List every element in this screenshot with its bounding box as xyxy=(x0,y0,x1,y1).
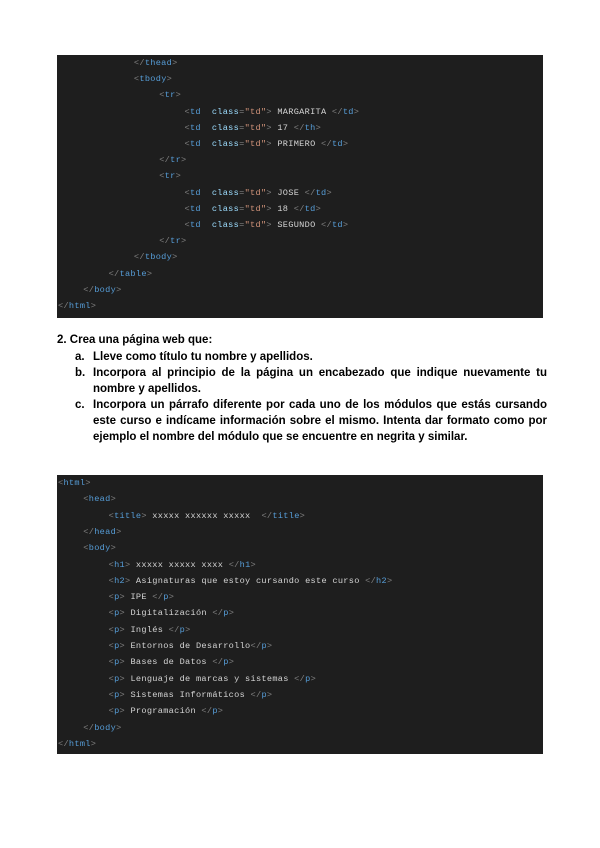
code-token: MARGARITA xyxy=(271,106,332,117)
code-token: td xyxy=(342,106,354,117)
code-line xyxy=(109,673,316,685)
code-token: </ xyxy=(212,657,224,668)
code-token: > xyxy=(185,624,191,635)
code-line xyxy=(109,624,191,636)
code-token: p xyxy=(261,641,267,651)
code-token: > xyxy=(119,592,125,603)
code-token: td xyxy=(331,220,343,230)
code-token: "td" xyxy=(244,122,267,133)
code-token: < xyxy=(184,203,190,214)
code-token: > xyxy=(266,122,272,133)
code-token: </ xyxy=(152,592,164,603)
code-token: Lenguaje de marcas y sistemas xyxy=(125,673,295,684)
code-token: > xyxy=(299,510,306,521)
code-token: = xyxy=(239,106,245,117)
code-line xyxy=(134,57,178,69)
code-line xyxy=(58,300,96,312)
code-line xyxy=(185,187,332,199)
code-token: p xyxy=(114,657,120,668)
code-token: </ xyxy=(228,559,240,570)
code-token: > xyxy=(342,220,349,230)
code-token: h2 xyxy=(114,575,125,586)
code-token: td xyxy=(189,106,201,117)
code-token: html xyxy=(68,738,91,749)
code-token: class xyxy=(211,187,240,198)
code-token: </ xyxy=(293,122,305,133)
code-token: = xyxy=(239,122,245,133)
code-token: > xyxy=(119,689,125,700)
code-token: > xyxy=(266,203,272,214)
question-list xyxy=(57,349,547,445)
question-item-a xyxy=(57,349,547,365)
code-line xyxy=(109,705,224,717)
code-token: = xyxy=(239,139,245,149)
code-token: > xyxy=(119,641,125,651)
code-line xyxy=(185,138,349,150)
code-token xyxy=(201,220,212,230)
code-token xyxy=(201,123,212,133)
code-token: > xyxy=(342,139,349,149)
code-token: </ xyxy=(293,203,305,214)
code-token: < xyxy=(184,139,190,149)
code-token: Programación xyxy=(125,706,202,717)
code-token xyxy=(201,139,212,149)
code-token: > xyxy=(90,301,97,311)
code-token: > xyxy=(124,575,131,586)
code-line xyxy=(134,251,178,263)
code-token: > xyxy=(181,155,187,166)
code-token: </ xyxy=(159,236,171,247)
code-token: </ xyxy=(58,301,69,311)
code-line xyxy=(83,526,121,538)
question-title: 2. Crea una página web que: xyxy=(57,334,213,346)
code-token: > xyxy=(146,268,153,279)
item-marker: b. xyxy=(75,367,86,379)
code-token: > xyxy=(266,689,273,700)
question-item-c xyxy=(57,397,547,445)
code-token: "td" xyxy=(244,187,267,198)
code-token: > xyxy=(116,722,122,733)
code-token: > xyxy=(90,738,97,749)
code-token: thead xyxy=(144,58,173,68)
code-token: h1 xyxy=(239,559,251,570)
code-token: body xyxy=(88,543,111,554)
code-line xyxy=(109,510,306,522)
code-token: < xyxy=(108,689,115,700)
code-line xyxy=(159,154,186,166)
code-line xyxy=(109,268,153,280)
code-token: > xyxy=(353,106,360,117)
code-token: </ xyxy=(331,106,343,117)
code-line xyxy=(109,607,235,619)
code-token: td xyxy=(189,220,201,230)
code-line xyxy=(109,656,235,668)
code-token: td xyxy=(315,187,327,198)
code-token: < xyxy=(108,641,115,651)
code-token: < xyxy=(83,494,89,505)
code-token: < xyxy=(108,559,115,570)
code-line xyxy=(109,640,273,652)
code-token: > xyxy=(116,284,122,295)
code-token: > xyxy=(326,187,332,198)
code-token: class xyxy=(211,122,240,133)
code-token: < xyxy=(58,478,64,488)
code-token: JOSE xyxy=(271,187,305,198)
code-token: "td" xyxy=(244,203,267,214)
code-token: td xyxy=(331,139,343,149)
code-token: p xyxy=(114,706,120,717)
code-screenshot-table xyxy=(57,55,543,318)
code-line xyxy=(185,219,349,231)
code-token xyxy=(201,107,212,117)
code-token: head xyxy=(88,494,111,505)
code-token: < xyxy=(108,575,115,586)
code-token: p xyxy=(114,592,120,603)
code-token: = xyxy=(239,220,245,230)
item-text: Lleve como título tu nombre y apellidos. xyxy=(93,351,313,363)
code-token: body xyxy=(94,284,117,295)
code-line xyxy=(83,542,116,554)
code-token: p xyxy=(212,706,218,717)
code-token: > xyxy=(217,706,224,717)
code-token: < xyxy=(133,74,140,85)
code-token: PRIMERO xyxy=(271,139,322,149)
code-token: </ xyxy=(133,58,145,68)
code-token: > xyxy=(119,608,125,619)
code-token: > xyxy=(116,526,122,537)
code-token: < xyxy=(108,657,115,668)
code-token: td xyxy=(189,139,201,149)
item-marker: a. xyxy=(75,351,85,363)
code-token: > xyxy=(119,657,125,668)
code-token: class xyxy=(211,220,240,230)
code-token: = xyxy=(239,187,245,198)
item-text: Incorpora al principio de la página un encabezado que indique nuevamente tu nombre y apellidos. xyxy=(93,367,547,395)
code-token: > xyxy=(119,624,125,635)
code-line xyxy=(83,284,121,296)
code-token: html xyxy=(63,478,86,488)
code-line xyxy=(58,738,96,750)
code-token: td xyxy=(304,203,316,214)
code-line xyxy=(159,235,186,247)
code-token: < xyxy=(159,90,165,101)
item-text: Incorpora un párrafo diferente por cada uno de los módulos que estás cursando este curso e indícame información sobre el mismo. Intenta dar formato como por ejemplo el nombre del módulo que se encuentre en negrita y similar. xyxy=(93,399,547,443)
code-token: < xyxy=(184,187,190,198)
code-token: > xyxy=(386,575,393,586)
code-token: < xyxy=(108,624,115,635)
code-token: </ xyxy=(108,268,120,279)
code-screenshot-html-page xyxy=(57,475,543,754)
code-token: > xyxy=(124,559,131,570)
code-token: "td" xyxy=(244,106,267,117)
code-token: table xyxy=(119,268,147,279)
code-token: > xyxy=(266,187,272,198)
code-token: > xyxy=(228,657,235,668)
code-line xyxy=(159,170,181,182)
code-token: tbody xyxy=(144,252,173,263)
code-token: > xyxy=(119,706,125,717)
code-token: p xyxy=(114,673,120,684)
code-token: </ xyxy=(250,641,262,651)
code-line xyxy=(109,689,273,701)
code-line xyxy=(185,106,360,118)
code-token: > xyxy=(168,592,175,603)
code-token: < xyxy=(184,106,190,117)
code-token: < xyxy=(184,122,190,133)
code-token: > xyxy=(315,122,322,133)
code-token: > xyxy=(266,139,272,149)
code-line xyxy=(185,122,322,134)
code-token: > xyxy=(250,559,256,570)
code-token: tr xyxy=(164,90,176,101)
code-token: body xyxy=(94,722,117,733)
code-token: </ xyxy=(159,155,171,166)
code-token: > xyxy=(175,90,182,101)
code-token: h1 xyxy=(114,559,125,570)
code-line xyxy=(58,477,91,489)
code-line xyxy=(83,493,116,505)
code-line xyxy=(185,203,322,215)
code-token: p xyxy=(261,689,267,700)
code-token: > xyxy=(310,673,317,684)
code-token: p xyxy=(114,689,120,700)
code-token xyxy=(201,188,212,198)
exercise-question xyxy=(57,332,547,445)
code-token: p xyxy=(114,641,120,651)
code-token: </ xyxy=(321,139,332,149)
code-token: p xyxy=(223,608,229,619)
code-token: > xyxy=(119,673,125,684)
code-token: p xyxy=(223,657,229,668)
code-token: </ xyxy=(133,252,145,263)
code-token: head xyxy=(94,526,117,537)
code-token: td xyxy=(189,122,201,133)
code-token: < xyxy=(108,510,115,521)
code-token: "td" xyxy=(244,220,267,230)
code-token: Inglés xyxy=(125,624,169,635)
code-token: Digitalización xyxy=(125,608,213,619)
code-token: > xyxy=(175,171,182,182)
code-token: td xyxy=(189,187,201,198)
code-token: Bases de Datos xyxy=(125,657,213,668)
code-token: </ xyxy=(168,624,180,635)
code-token: < xyxy=(108,608,115,619)
code-token: > xyxy=(315,203,322,214)
code-token: SEGUNDO xyxy=(271,220,322,230)
code-token: < xyxy=(159,171,165,182)
code-token: = xyxy=(239,203,245,214)
code-line xyxy=(159,89,181,101)
code-token: </ xyxy=(83,284,95,295)
code-token: > xyxy=(141,510,147,521)
code-token: > xyxy=(172,252,178,263)
code-token: > xyxy=(266,641,273,651)
code-line xyxy=(83,722,121,734)
code-token: </ xyxy=(201,706,213,717)
code-token: > xyxy=(172,58,178,68)
code-token: </ xyxy=(294,673,306,684)
code-token: </ xyxy=(261,510,273,521)
code-token: tr xyxy=(170,236,182,247)
code-token: tr xyxy=(170,155,182,166)
code-token: xxxxx xxxxxx xxxxx xyxy=(146,510,262,521)
code-token: > xyxy=(85,478,91,488)
code-token: < xyxy=(108,706,115,717)
code-token: < xyxy=(108,673,115,684)
code-token: </ xyxy=(212,608,224,619)
code-token: h2 xyxy=(376,575,387,586)
code-token: > xyxy=(266,106,272,117)
code-token: </ xyxy=(304,187,316,198)
code-token: class xyxy=(211,139,240,149)
code-token: td xyxy=(189,203,201,214)
code-token: xxxxx xxxxx xxxx xyxy=(130,559,229,570)
code-token: < xyxy=(108,592,115,603)
code-line xyxy=(109,575,393,587)
code-token: Sistemas Informáticos xyxy=(125,689,251,700)
code-token: p xyxy=(114,624,120,635)
code-token: </ xyxy=(250,689,262,700)
code-token: < xyxy=(184,220,190,230)
code-token: "td" xyxy=(244,139,267,149)
code-token: < xyxy=(83,543,89,554)
code-token: > xyxy=(166,74,173,85)
code-token: title xyxy=(272,510,300,521)
code-token: </ xyxy=(83,722,95,733)
code-token: </ xyxy=(365,575,377,586)
question-item-b xyxy=(57,365,547,397)
code-token: </ xyxy=(321,220,332,230)
code-token: 18 xyxy=(271,203,294,214)
code-token: Asignaturas que estoy cursando este curso xyxy=(130,575,366,586)
code-token: > xyxy=(110,543,117,554)
code-token: p xyxy=(163,592,169,603)
code-token: p xyxy=(179,624,186,635)
code-token: Entornos de Desarrollo xyxy=(125,641,251,651)
code-token: class xyxy=(211,106,240,117)
code-token: title xyxy=(114,510,142,521)
code-token: > xyxy=(181,236,187,247)
code-token: html xyxy=(68,301,91,311)
code-token: > xyxy=(110,494,117,505)
code-token: class xyxy=(211,203,240,214)
code-token: > xyxy=(266,220,272,230)
code-line xyxy=(109,559,256,571)
code-token: p xyxy=(114,608,120,619)
code-token: tr xyxy=(164,171,176,182)
code-token: 17 xyxy=(271,122,294,133)
code-line xyxy=(134,73,172,85)
code-token: </ xyxy=(58,738,69,749)
code-token xyxy=(201,204,212,214)
code-token: p xyxy=(305,673,311,684)
code-token: IPE xyxy=(125,592,153,603)
code-token: </ xyxy=(83,526,95,537)
code-token: tbody xyxy=(139,74,167,85)
code-line xyxy=(109,591,175,603)
code-token: > xyxy=(228,608,235,619)
code-token: th xyxy=(304,122,316,133)
item-marker: c. xyxy=(75,399,85,411)
